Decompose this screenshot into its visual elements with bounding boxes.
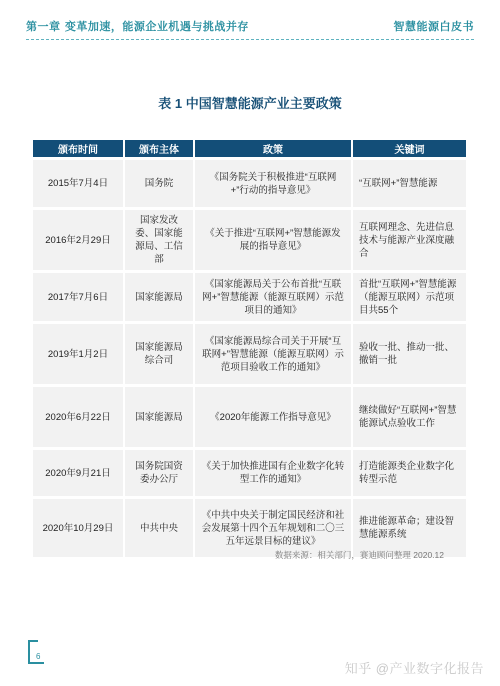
column-header-keyword: 关键词 bbox=[353, 140, 466, 157]
cell-keyword: 继续做好“互联网+”智慧能源试点验收工作 bbox=[353, 387, 466, 447]
chapter-title: 第一章 变革加速，能源企业机遇与挑战并存 bbox=[26, 20, 249, 33]
cell-policy: 《2020年能源工作指导意见》 bbox=[195, 387, 353, 447]
cell-policy: 《关于推进“互联网+”智慧能源发展的指导意见》 bbox=[195, 210, 353, 270]
cell-keyword: “互联网+”智慧能源 bbox=[353, 160, 466, 207]
cell-keyword: 互联网理念、先进信息技术与能源产业深度融合 bbox=[353, 210, 466, 270]
policy-table bbox=[33, 137, 466, 560]
cell-issuer: 国务院国资委办公厅 bbox=[125, 450, 195, 496]
cell-issuer: 国家能源局综合司 bbox=[125, 324, 195, 384]
cell-policy: 《关于加快推进国有企业数字化转型工作的通知》 bbox=[195, 450, 353, 496]
cell-date: 2016年2月29日 bbox=[33, 210, 125, 270]
cell-keyword: 打造能源类企业数字化转型示范 bbox=[353, 450, 466, 496]
table-row bbox=[33, 210, 466, 270]
cell-issuer: 国务院 bbox=[125, 160, 195, 207]
column-header-date: 颁布时间 bbox=[33, 140, 125, 157]
cell-policy: 《国家能源局关于公布首批“互联网+”智慧能源（能源互联网）示范项目的通知》 bbox=[195, 273, 353, 321]
table-row bbox=[33, 450, 466, 496]
table-row bbox=[33, 387, 466, 447]
cell-issuer: 国家发改委、国家能源局、工信部 bbox=[125, 210, 195, 270]
cell-policy: 《中共中央关于制定国民经济和社会发展第十四个五年规划和二〇三五年远景目标的建议》 bbox=[195, 499, 353, 557]
cell-policy: 《国务院关于积极推进“互联网+”行动的指导意见》 bbox=[195, 160, 353, 207]
header-divider bbox=[26, 39, 474, 40]
cell-date: 2020年10月29日 bbox=[33, 499, 125, 557]
table-row bbox=[33, 324, 466, 384]
cell-keyword: 验收一批、推动一批、撤销一批 bbox=[353, 324, 466, 384]
table-row bbox=[33, 160, 466, 207]
cell-issuer: 国家能源局 bbox=[125, 387, 195, 447]
cell-date: 2017年7月6日 bbox=[33, 273, 125, 321]
cell-date: 2019年1月2日 bbox=[33, 324, 125, 384]
book-title: 智慧能源白皮书 bbox=[393, 20, 474, 33]
column-header-policy: 政策 bbox=[195, 140, 353, 157]
source-note: 数据来源：相关部门，赛迪顾问整理 2020.12 bbox=[274, 550, 444, 560]
cell-keyword: 推进能源革命；建设智慧能源系统 bbox=[353, 499, 466, 557]
table-row bbox=[33, 273, 466, 321]
cell-date: 2020年6月22日 bbox=[33, 387, 125, 447]
page-number: 6 bbox=[36, 652, 41, 661]
cell-policy: 《国家能源局综合司关于开展“互联网+”智慧能源（能源互联网）示范项目验收工作的通知》 bbox=[195, 324, 353, 384]
table-header-row bbox=[33, 140, 466, 157]
cell-date: 2020年9月21日 bbox=[33, 450, 125, 496]
cell-keyword: 首批“互联网+”智慧能源（能源互联网）示范项目共55个 bbox=[353, 273, 466, 321]
cell-date: 2015年7月4日 bbox=[33, 160, 125, 207]
cell-issuer: 中共中央 bbox=[125, 499, 195, 557]
watermark: 知乎 @产业数字化报告 bbox=[344, 661, 484, 676]
table-title: 表 1 中国智慧能源产业主要政策 bbox=[158, 96, 342, 111]
column-header-issuer: 颁布主体 bbox=[125, 140, 195, 157]
page-header bbox=[26, 16, 474, 36]
cell-issuer: 国家能源局 bbox=[125, 273, 195, 321]
